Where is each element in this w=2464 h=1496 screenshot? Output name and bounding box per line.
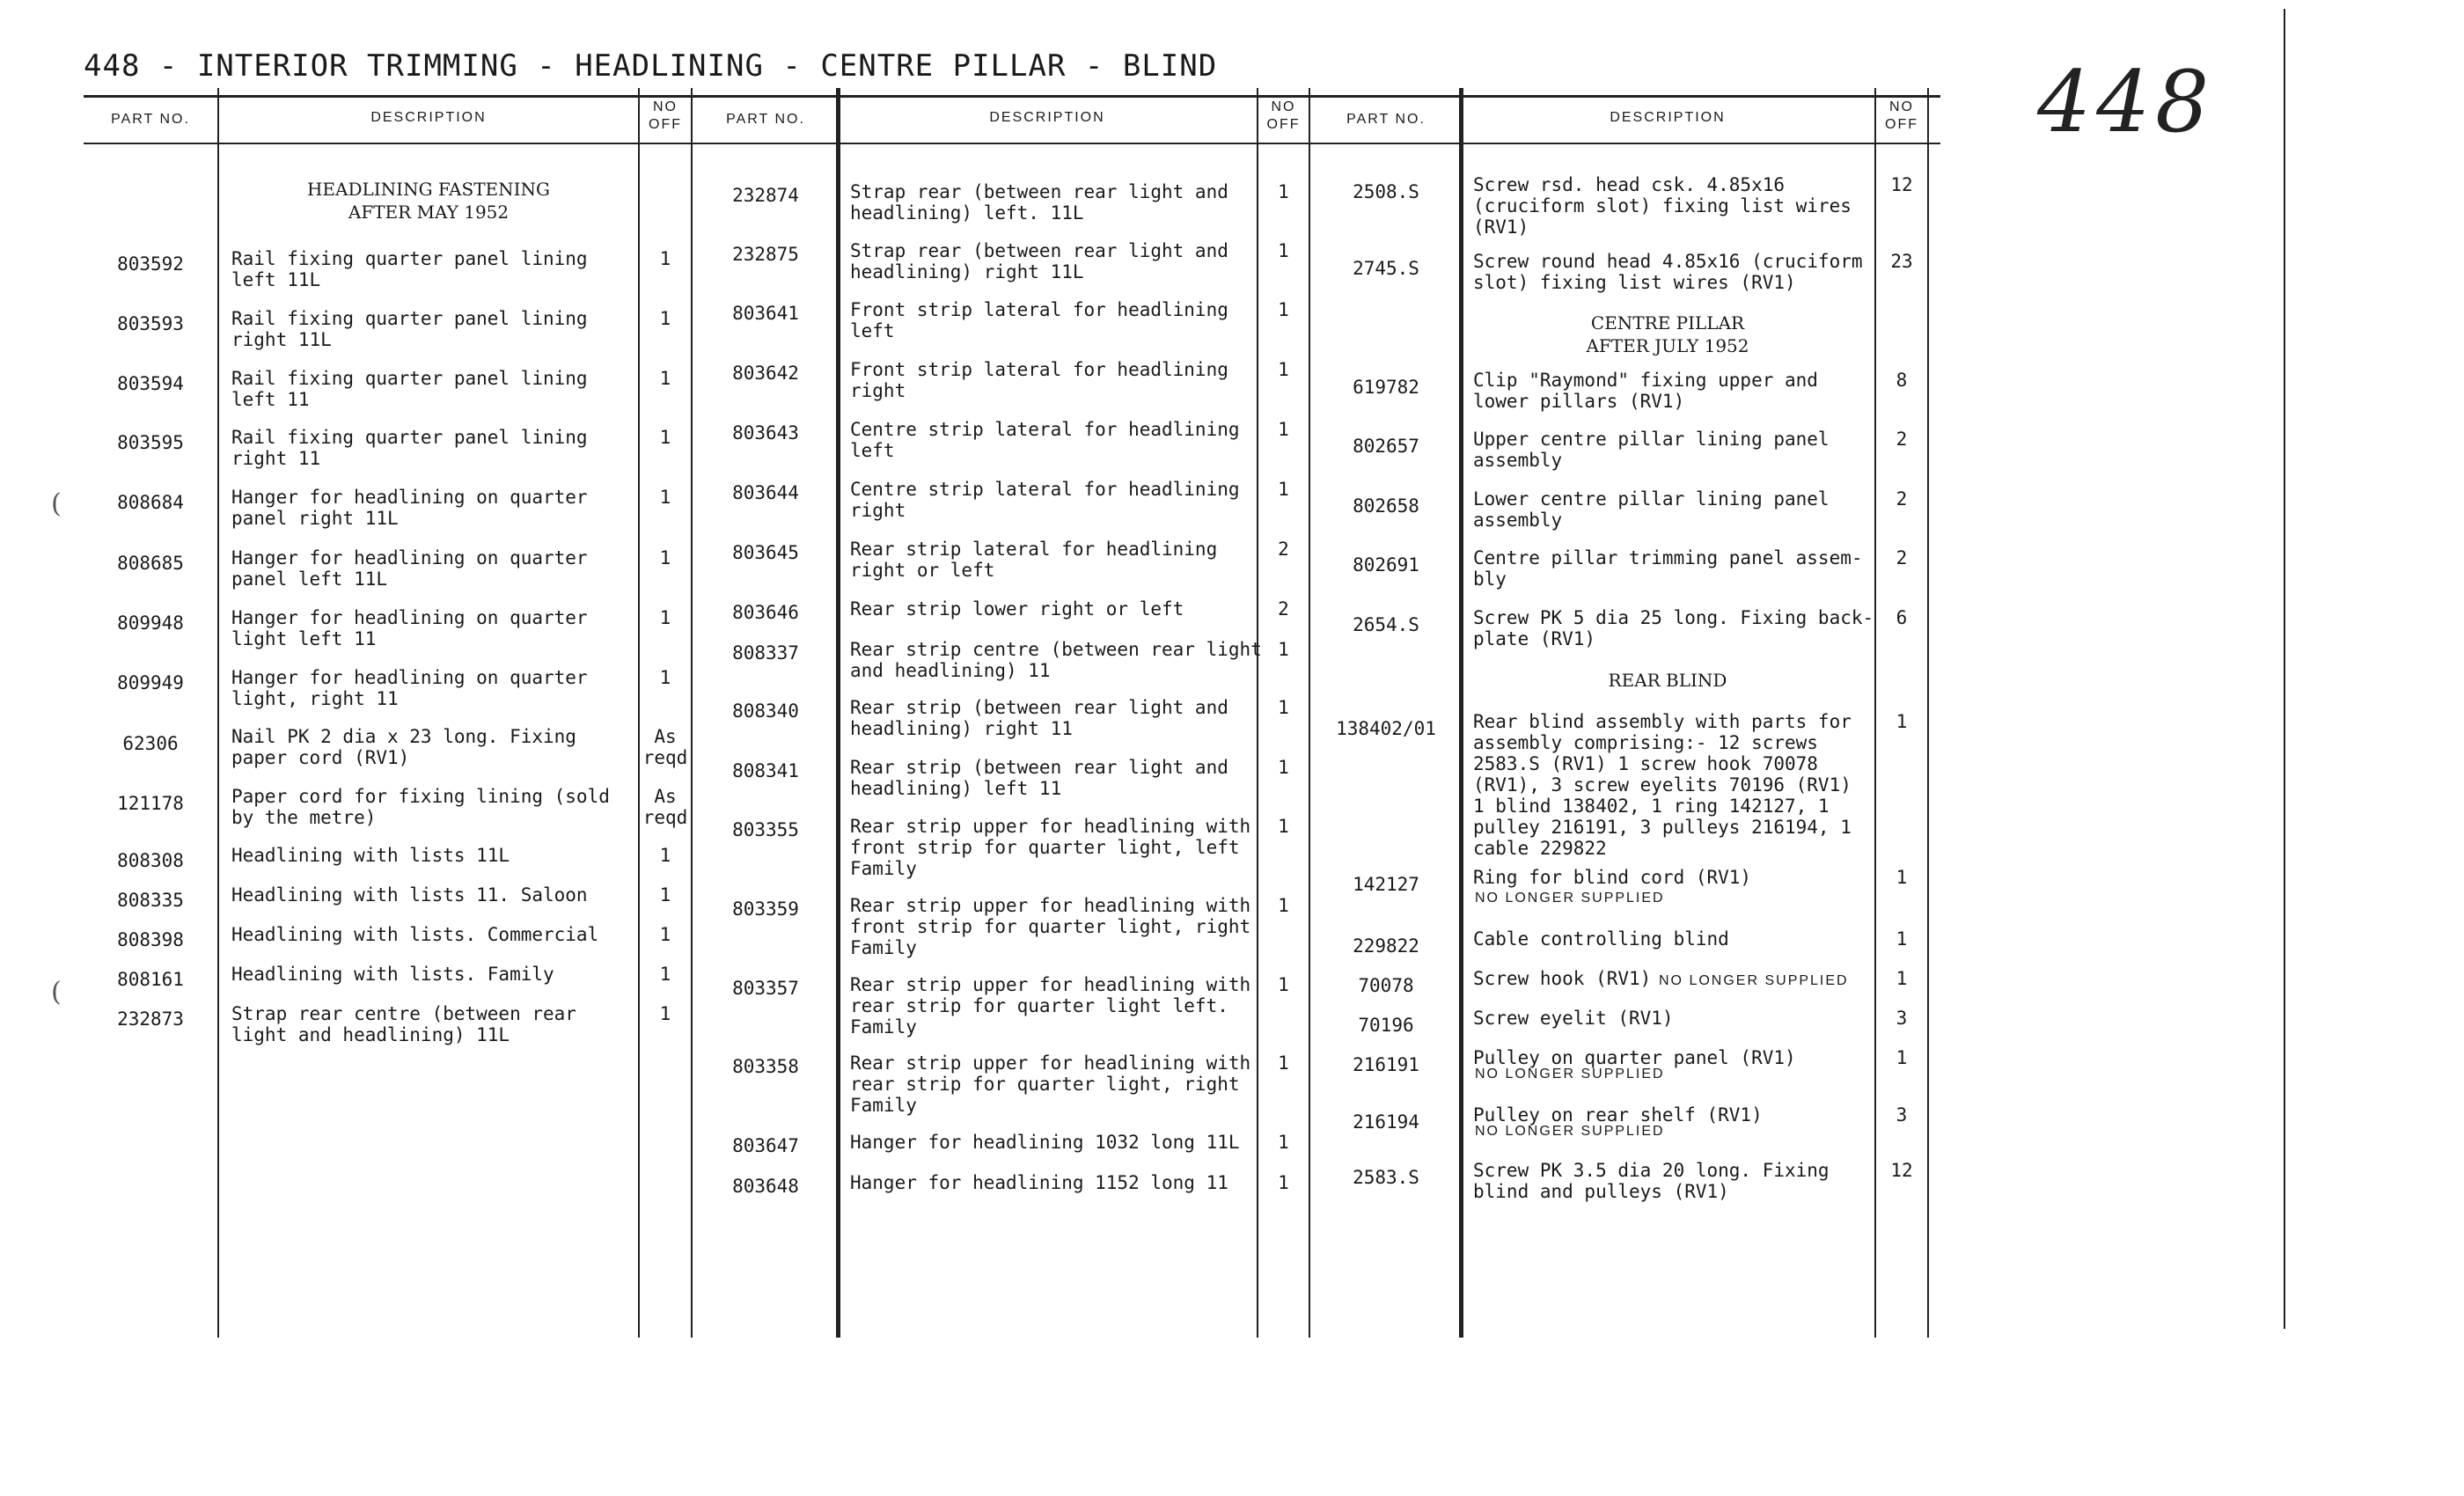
part-description: Paper cord for fixing lining (sold by the metre) [231, 786, 610, 828]
quantity: 1 [1278, 1172, 1289, 1193]
column-divider [638, 88, 640, 1338]
no-longer-supplied-note: NO LONGER SUPPLIED [1659, 973, 1849, 988]
quantity: 23 [1890, 251, 1913, 272]
part-number: 232874 [732, 185, 799, 206]
part-description: Hanger for headlining on quarter panel right 11L [231, 487, 588, 529]
part-number: 803643 [732, 422, 799, 444]
part-number: 232875 [732, 244, 799, 265]
column-divider [1927, 88, 1929, 1338]
quantity: 1 [1278, 359, 1289, 380]
part-number: 2654.S [1353, 614, 1419, 635]
part-number: 229822 [1353, 935, 1419, 957]
part-number: 2745.S [1353, 258, 1419, 279]
margin-mark: ( [51, 488, 62, 519]
part-number: 2508.S [1353, 181, 1419, 202]
part-number: 803646 [732, 602, 799, 623]
part-number: 62306 [122, 733, 179, 754]
quantity: 2 [1896, 429, 1908, 450]
quantity: 1 [659, 547, 671, 568]
quantity: 1 [1896, 867, 1908, 888]
part-number: 216194 [1353, 1111, 1419, 1133]
quantity: 2 [1896, 488, 1908, 510]
no-longer-supplied-note: NO LONGER SUPPLIED [1475, 1124, 1665, 1139]
quantity: 1 [1896, 711, 1908, 732]
part-description: Rear strip (between rear light and headlining) right 11 [850, 697, 1228, 739]
part-description: Rear blind assembly with parts for assembly comprising:- 12 screws 2583.S (RV1) 1 screw hook 70078 (RV1), 3 screw eyelits 70196 (RV1) 1 blind 138402, 1 ring 142127, 1 pulley 216191, 3 pulleys 216194, 1 cable 229822 [1473, 711, 1852, 859]
part-description: Screw round head 4.85x16 (cruciform slot) fixing list wires (RV1) [1473, 251, 1863, 293]
header-no-off: NO OFF [649, 99, 682, 132]
part-number: 232873 [117, 1008, 184, 1030]
quantity: As reqd [642, 786, 688, 828]
part-description: Strap rear (between rear light and headlining) left. 11L [850, 181, 1228, 224]
column-divider [1309, 88, 1310, 1338]
part-description: Screw eyelit (RV1) [1473, 1008, 1674, 1029]
part-description: Rear strip upper for headlining with front strip for quarter light, left Family [850, 816, 1251, 879]
quantity: 1 [1278, 299, 1289, 320]
quantity: 3 [1896, 1008, 1908, 1029]
part-number: 803355 [732, 819, 799, 840]
part-number: 808335 [117, 890, 184, 911]
part-description: Screw hook (RV1) [1473, 968, 1652, 989]
quantity: 1 [1278, 895, 1289, 916]
quantity: 6 [1896, 607, 1908, 628]
quantity: 1 [659, 368, 671, 389]
part-description: Rear strip lower right or left [850, 598, 1184, 620]
part-number: 803357 [732, 978, 799, 999]
part-description: Screw PK 3.5 dia 20 long. Fixing blind and pulleys (RV1) [1473, 1160, 1830, 1202]
part-number: 808340 [732, 700, 799, 722]
quantity: 1 [1278, 757, 1289, 778]
handwritten-page-number: 448 [2037, 53, 2215, 151]
part-number: 142127 [1353, 874, 1419, 895]
part-description: Headlining with lists. Family [231, 964, 554, 985]
part-number: 803642 [732, 363, 799, 384]
part-number: 808685 [117, 553, 184, 574]
quantity: 1 [1896, 968, 1908, 989]
part-description: Hanger for headlining on quarter light left 11 [231, 607, 588, 649]
part-number: 808161 [117, 969, 184, 990]
part-description: Front strip lateral for headlining left [850, 299, 1228, 341]
quantity: 1 [1278, 181, 1289, 202]
quantity: 1 [1278, 974, 1289, 995]
part-description: Hanger for headlining 1032 long 11L [850, 1132, 1240, 1153]
header-part-no: PART NO. [111, 112, 190, 127]
part-number: 802658 [1353, 495, 1419, 517]
quantity: 1 [1896, 928, 1908, 950]
part-number: 70078 [1358, 975, 1414, 996]
part-description: Rail fixing quarter panel lining right 11 [231, 427, 588, 469]
header-description: DESCRIPTION [370, 110, 487, 125]
quantity: 1 [659, 964, 671, 985]
part-description: Lower centre pillar lining panel assembly [1473, 488, 1830, 531]
part-description: Pulley on quarter panel (RV1) [1473, 1047, 1796, 1068]
part-description: Headlining with lists 11. Saloon [231, 884, 588, 906]
no-longer-supplied-note: NO LONGER SUPPLIED [1475, 891, 1665, 906]
page-edge-line [2284, 9, 2285, 1329]
quantity: 1 [1278, 816, 1289, 837]
part-description: Rear strip upper for headlining with rear strip for quarter light, right Family [850, 1052, 1251, 1116]
part-number: 802691 [1353, 554, 1419, 576]
quantity: 1 [1278, 639, 1289, 660]
quantity: 1 [659, 845, 671, 866]
part-description: Centre strip lateral for headlining left [850, 419, 1240, 461]
section-heading: REAR BLIND [1608, 670, 1727, 691]
quantity: 1 [1896, 1047, 1908, 1068]
part-description: Strap rear centre (between rear light and headlining) 11L [231, 1003, 576, 1045]
part-description: Hanger for headlining on quarter panel left 11L [231, 547, 588, 590]
quantity: 12 [1890, 1160, 1913, 1181]
quantity: 1 [659, 924, 671, 945]
part-number: 619782 [1353, 377, 1419, 398]
part-description: Centre strip lateral for headlining right [850, 479, 1240, 521]
part-description: Screw PK 5 dia 25 long. Fixing back- plate (RV1) [1473, 607, 1874, 649]
column-divider [691, 88, 693, 1338]
no-longer-supplied-note: NO LONGER SUPPLIED [1475, 1067, 1665, 1082]
part-number: 808684 [117, 492, 184, 513]
part-number: 808308 [117, 850, 184, 871]
part-description: Cable controlling blind [1473, 928, 1729, 950]
section-heading: CENTRE PILLAR AFTER JULY 1952 [1586, 312, 1749, 356]
quantity: 1 [1278, 1132, 1289, 1153]
part-description: Headlining with lists 11L [231, 845, 510, 866]
quantity: 1 [659, 607, 671, 628]
quantity: 1 [1278, 240, 1289, 261]
part-description: Hanger for headlining 1152 long 11 [850, 1172, 1228, 1193]
part-number: 803595 [117, 432, 184, 453]
part-number: 803593 [117, 313, 184, 334]
column-divider [1459, 88, 1463, 1338]
quantity: As reqd [642, 726, 688, 768]
part-description: Rail fixing quarter panel lining left 11 [231, 368, 588, 410]
part-number: 216191 [1353, 1054, 1419, 1075]
quantity: 1 [659, 667, 671, 688]
part-number: 803641 [732, 303, 799, 324]
quantity: 2 [1896, 547, 1908, 568]
header-no-off: NO OFF [1885, 99, 1918, 132]
header-description: DESCRIPTION [1610, 110, 1726, 125]
quantity: 2 [1278, 598, 1289, 620]
part-number: 808398 [117, 929, 184, 950]
part-description: Strap rear (between rear light and headlining) right 11L [850, 240, 1228, 282]
quantity: 1 [1278, 697, 1289, 718]
part-description: Rail fixing quarter panel lining left 11L [231, 248, 588, 290]
part-number: 808341 [732, 760, 799, 781]
header-bottom-rule [84, 143, 1940, 144]
part-number: 803645 [732, 542, 799, 563]
part-description: Clip "Raymond" fixing upper and lower pillars (RV1) [1473, 370, 1818, 412]
part-description: Rear strip centre (between rear light and headlining) 11 [850, 639, 1262, 681]
part-description: Pulley on rear shelf (RV1) [1473, 1104, 1763, 1126]
part-number: 803359 [732, 898, 799, 920]
part-description: Upper centre pillar lining panel assembly [1473, 429, 1830, 471]
quantity: 1 [659, 487, 671, 508]
quantity: 3 [1896, 1104, 1908, 1126]
quantity: 1 [659, 884, 671, 906]
quantity: 2 [1278, 539, 1289, 560]
header-part-no: PART NO. [726, 112, 805, 127]
quantity: 1 [1278, 1052, 1289, 1074]
part-number: 809948 [117, 612, 184, 634]
quantity: 1 [659, 1003, 671, 1024]
part-number: 808337 [732, 642, 799, 664]
page-title: 448 - INTERIOR TRIMMING - HEADLINING - CENTRE PILLAR - BLIND [84, 48, 1218, 84]
part-description: Rear strip upper for headlining with front strip for quarter light, right Family [850, 895, 1251, 958]
quantity: 1 [1278, 479, 1289, 500]
part-number: 2583.S [1353, 1167, 1419, 1188]
part-description: Headlining with lists. Commercial [231, 924, 599, 945]
part-description: Hanger for headlining on quarter light, right 11 [231, 667, 588, 709]
title-underline [84, 95, 1940, 98]
part-description: Rear strip (between rear light and headlining) left 11 [850, 757, 1228, 799]
part-number: 803594 [117, 373, 184, 394]
header-part-no: PART NO. [1346, 112, 1426, 127]
part-number: 803647 [732, 1135, 799, 1156]
quantity: 1 [659, 427, 671, 448]
header-description: DESCRIPTION [989, 110, 1105, 125]
column-divider [836, 88, 840, 1338]
part-description: Ring for blind cord (RV1) [1473, 867, 1752, 888]
section-heading: HEADLINING FASTENING AFTER MAY 1952 [306, 179, 551, 223]
part-description: Centre pillar trimming panel assem- bly [1473, 547, 1863, 590]
quantity: 12 [1890, 174, 1913, 195]
part-description: Rear strip upper for headlining with rear strip for quarter light left. Family [850, 974, 1251, 1038]
part-number: 803644 [732, 482, 799, 503]
column-divider [217, 88, 219, 1338]
quantity: 1 [659, 308, 671, 329]
part-number: 802657 [1353, 436, 1419, 457]
part-description: Nail PK 2 dia x 23 long. Fixing paper cord (RV1) [231, 726, 576, 768]
part-description: Rail fixing quarter panel lining right 11L [231, 308, 588, 350]
part-number: 803648 [732, 1176, 799, 1197]
quantity: 8 [1896, 370, 1908, 391]
quantity: 1 [1278, 419, 1289, 440]
part-number: 138402/01 [1336, 718, 1436, 739]
part-description: Rear strip lateral for headlining right or left [850, 539, 1218, 581]
part-number: 809949 [117, 672, 184, 693]
part-number: 803592 [117, 253, 184, 275]
header-no-off: NO OFF [1266, 99, 1301, 132]
part-number: 121178 [117, 793, 184, 814]
part-description: Screw rsd. head csk. 4.85x16 (cruciform slot) fixing list wires (RV1) [1473, 174, 1852, 238]
margin-mark: ( [51, 977, 62, 1008]
quantity: 1 [659, 248, 671, 269]
part-number: 70196 [1358, 1015, 1414, 1036]
part-number: 803358 [732, 1056, 799, 1077]
part-description: Front strip lateral for headlining right [850, 359, 1228, 401]
